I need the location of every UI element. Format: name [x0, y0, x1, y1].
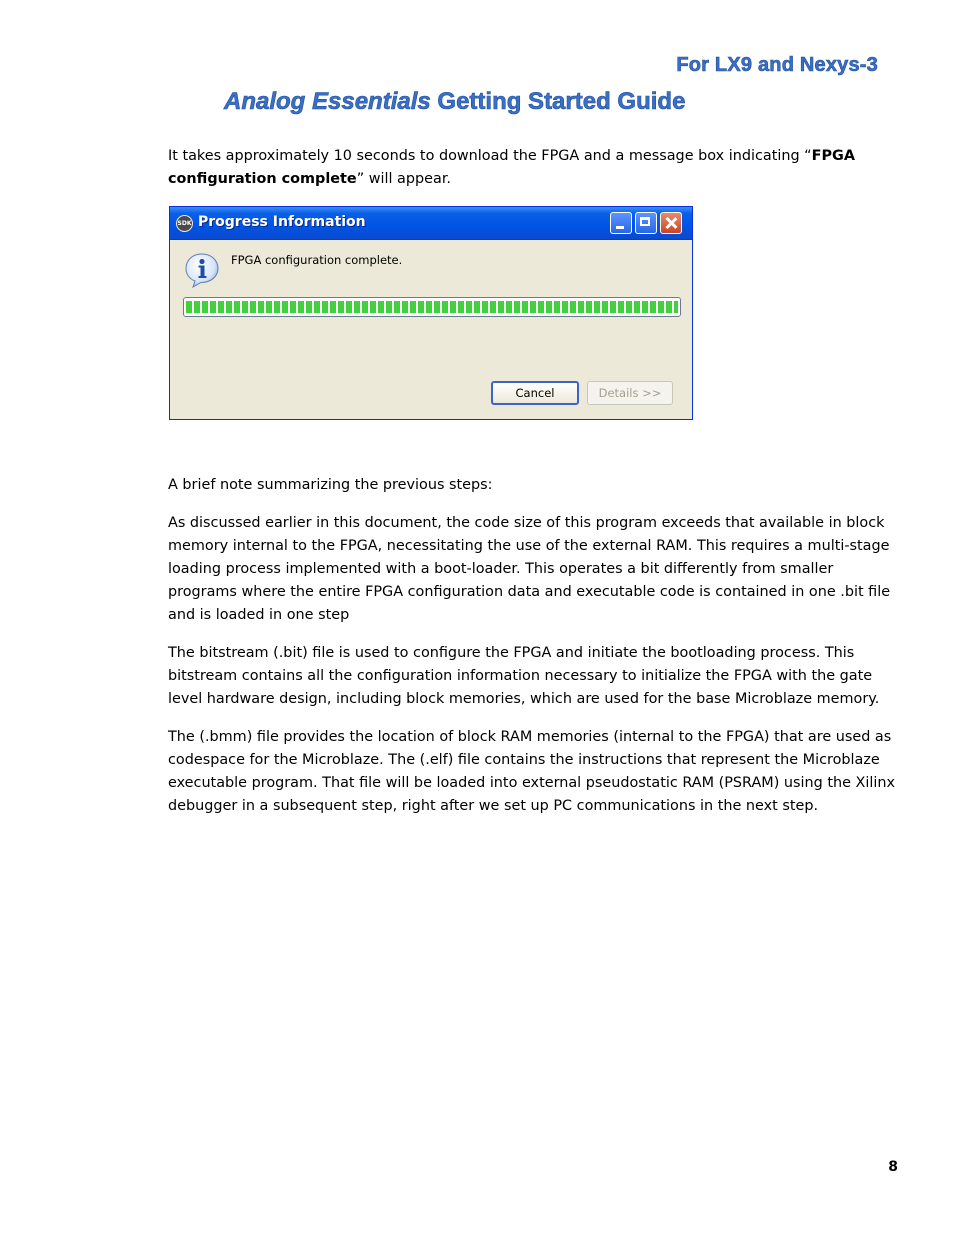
paragraph-code-size: As discussed earlier in this document, the code size of this program exceeds that available in block memory internal to the FPGA, necessitating the use of the external RAM. This requires a multi-stage loading process implemented with a boot-loader. This operates a bit differently from smaller programs where the entire FPGA configuration data and executable code is contained in one .bit file and is loaded in one step [168, 515, 891, 623]
header-subtitle: For LX9 and Nexys-3 [676, 54, 878, 76]
intro-text-before: It takes approximately 10 seconds to download the FPGA and a message box indicating “ [168, 148, 812, 164]
summary-note: A brief note summarizing the previous steps: [168, 477, 493, 493]
header-title-rest: Getting Started Guide [430, 88, 686, 115]
maximize-button[interactable] [635, 212, 657, 234]
progress-information-dialog [169, 206, 693, 420]
details-button[interactable]: Details >> [587, 381, 673, 405]
close-button[interactable] [660, 212, 682, 234]
sdk-app-icon: SDK [176, 215, 193, 232]
intro-bold: FPGA configuration complete [168, 148, 855, 187]
page-number: 8 [888, 1159, 898, 1175]
intro-paragraph [168, 145, 896, 191]
dialog-title: Progress Information [198, 214, 366, 230]
dialog-message: FPGA configuration complete. [231, 253, 403, 267]
intro-text-after: ” will appear. [356, 171, 451, 187]
progress-bar-fill [186, 301, 678, 313]
paragraph-bitstream: The bitstream (.bit) file is used to configure the FPGA and initiate the bootloading process. This bitstream contains all the configuration information necessary to initialize the FPGA with the gate level hardware design, including block memories, which are used for the base Microblaze memory. [168, 645, 880, 707]
cancel-button[interactable]: Cancel [491, 381, 579, 405]
paragraph-bmm-elf: The (.bmm) file provides the location of block RAM memories (internal to the FPGA) that are used as codespace for the Microblaze. The (.elf) file contains the instructions that represent the Microblaze executable program. That file will be loaded into external pseudostatic RAM (PSRAM) using the Xilinx debugger in a subsequent step, right after we set up PC communications in the next step. [168, 729, 896, 814]
progress-bar [183, 297, 681, 317]
header-title [224, 88, 685, 116]
info-icon [184, 252, 220, 288]
dialog-titlebar[interactable] [170, 207, 692, 240]
minimize-button[interactable] [610, 212, 632, 234]
header-title-italic: Analog Essentials [224, 88, 431, 115]
